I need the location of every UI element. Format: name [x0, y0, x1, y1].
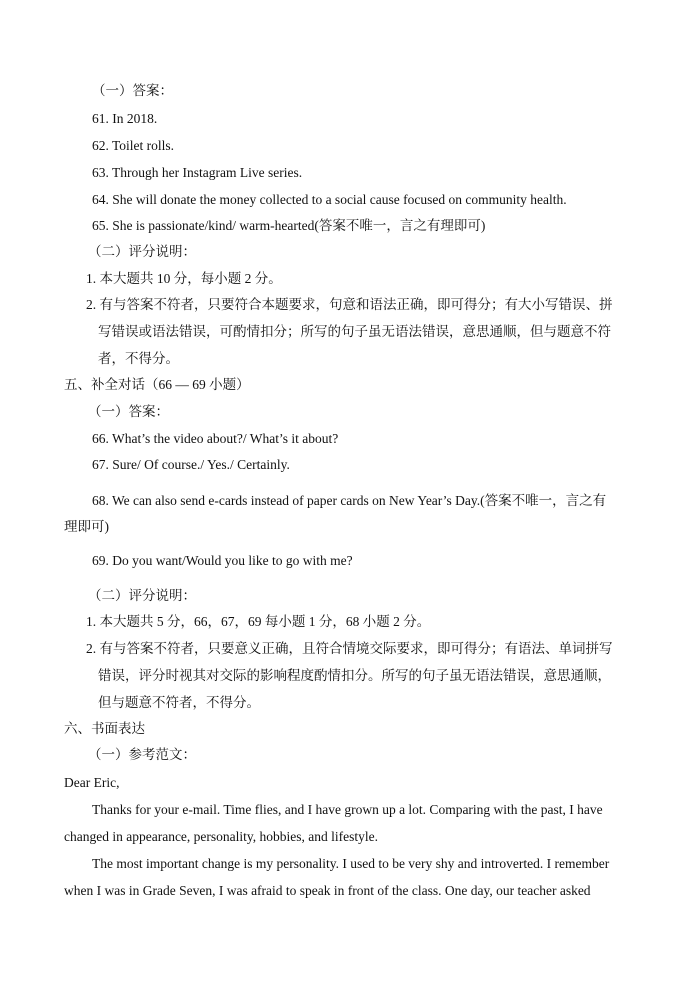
answer-line: 67. Sure/ Of course./ Yes./ Certainly.: [92, 457, 290, 472]
scoring-line: 1. 本大题共 10 分，每小题 2 分。: [86, 271, 282, 286]
answer-line: 62. Toilet rolls.: [92, 138, 175, 153]
letter-line: changed in appearance, personality, hobbies, and lifestyle.: [64, 829, 379, 844]
scoring-line: 2. 有与答案不符者，只要符合本题要求，句意和语法正确，即可得分；有大小写错误、拼: [86, 297, 613, 312]
section-title: 五、补全对话（66 — 69 小题）: [64, 377, 250, 392]
answer-line: 64. She will donate the money collected to a social cause focused on community health.: [92, 192, 567, 207]
answers-header: （一）答案：: [88, 404, 169, 419]
scoring-line: 1. 本大题共 5 分，66，67，69 每小题 1 分，68 小题 2 分。: [86, 614, 431, 629]
scoring-line: 但与题意不符者，不得分。: [98, 695, 260, 710]
letter-line: The most important change is my personality. I used to be very shy and introverted. I remember: [92, 856, 610, 871]
letter-line: when I was in Grade Seven, I was afraid to speak in front of the class. One day, our teacher asked: [64, 883, 591, 898]
answers-header: （一）答案：: [92, 83, 173, 98]
answer-line: 61. In 2018.: [92, 111, 158, 126]
answer-line: 69. Do you want/Would you like to go with me?: [92, 553, 353, 568]
letter-greeting: Dear Eric,: [64, 775, 120, 790]
scoring-header: （二）评分说明：: [88, 588, 196, 603]
sample-header: （一）参考范文：: [88, 747, 196, 762]
section-title: 六、书面表达: [64, 721, 145, 736]
scoring-line: 错误，评分时视其对交际的影响程度酌情扣分。所写的句子虽无语法错误，意思通顺，: [98, 668, 611, 683]
answer-line: 65. She is passionate/kind/ warm-hearted(答案不唯一，言之有理即可): [92, 218, 486, 233]
answer-line: 63. Through her Instagram Live series.: [92, 165, 303, 180]
answer-line: 66. What’s the video about?/ What’s it about?: [92, 431, 339, 446]
scoring-line: 写错误或语法错误，可酌情扣分；所写的句子虽无语法错误，意思通顺，但与题意不符: [98, 324, 611, 339]
scoring-header: （二）评分说明：: [88, 244, 196, 259]
scoring-line: 2. 有与答案不符者，只要意义正确，且符合情境交际要求，即可得分；有语法、单词拼写: [86, 641, 613, 656]
answer-line: 理即可): [64, 519, 109, 534]
answer-line: 68. We can also send e-cards instead of paper cards on New Year’s Day.(答案不唯一，言之有: [92, 493, 607, 508]
scoring-line: 者，不得分。: [98, 351, 179, 366]
letter-line: Thanks for your e-mail. Time flies, and I have grown up a lot. Comparing with the past, I have: [92, 802, 603, 817]
